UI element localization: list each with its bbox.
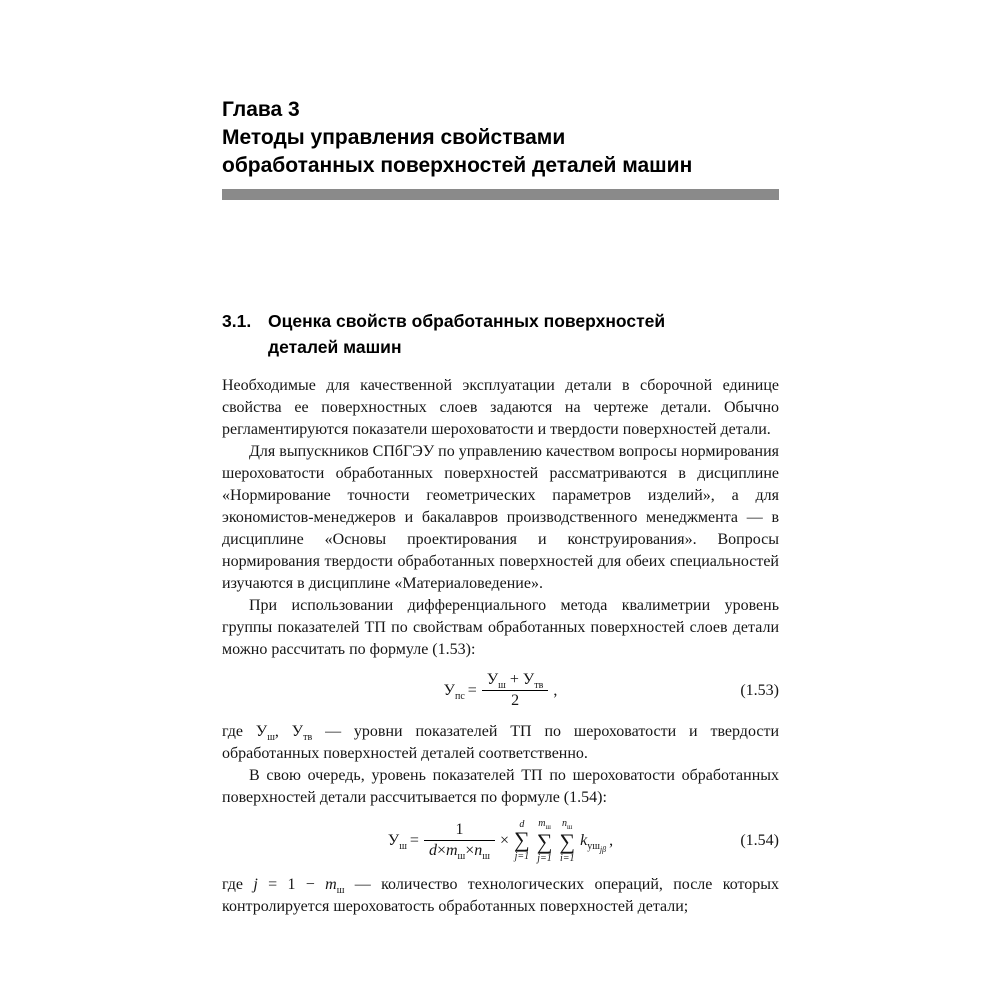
f153-fraction [482,670,548,711]
f154-sum-2: $m_ш$ ∑ j=1 [536,818,553,864]
f154-comma: , [609,831,614,849]
chapter-heading [222,96,779,180]
f153-comma: , [553,681,558,699]
f154-sum-3: $n_ш$ ∑ i=1 [559,818,576,864]
formula-1-54-body [388,818,613,864]
formula-154-legend: где $j = 1 - m_ш$ — количество технологических операций, после которых контролируется шероховатость обработанных поверхностей детали; [222,875,780,915]
chapter-title-line1: Методы управления свойствами [222,126,566,149]
section-title [268,308,665,360]
f154-fraction [424,820,495,861]
paragraph-3: При использовании дифференциального метода квалиметрии уровень группы показателей ТП по свойствам обработанных поверхностей слоев детали можно рассчитать по формуле (1.53): [222,597,779,658]
f153-number: (1.53) [740,681,779,699]
f153-lhs: $У_{пс}$ [443,681,465,702]
section-title-line2: деталей машин [268,337,402,357]
section-heading [222,308,779,360]
legend-lead: где [222,723,256,740]
paragraph-4: В свою очередь, уровень показателей ТП по шероховатости обработанных поверхностей детали рассчитывается по формуле (1.54): [222,767,779,806]
f154-lhs: $У_ш$ [387,831,407,852]
f154-numerator: 1 [455,821,464,839]
f154-sum-1: d ∑ j=1 [514,819,530,863]
f154-k-term: $k_{уш_{j\beta}}$ [580,831,607,854]
chapter-label: Глава 3 [222,98,300,121]
section-title-line1: Оценка свойств обработанных поверхностей [268,311,666,331]
var-u-tv: $У_{тв}$ [291,723,313,744]
formula-1-53-body [444,670,558,711]
var-j: j [253,875,258,893]
paragraph-2: Для выпускников СПбГЭУ по управлению качеством вопросы нормирования шероховатости обработанных поверхностей рассматриваются в дисциплине «Нормирование точности геометрических параметров изделий», а для экономистов-менеджеров и бакалавров производственного менеджмента — в дисциплине «Основы проектирования и конструирования». Вопросы нормирования твердости обработанных поверхностей для обеих специальностей изучаются в дисциплине «Материаловедение». [222,443,779,592]
f154-times: × [499,831,510,849]
formula-1-54 [222,818,779,864]
chapter-rule [222,189,779,200]
f154-denominator: $d\times m_ш\times n_ш$ [424,840,495,861]
f154-number: (1.54) [740,831,779,849]
formula-153-legend: где $У_ш$, $У_{тв}$ — уровни показателей ТП по шероховатости и твердости обработанных поверхностей деталей соответственно. [222,723,780,762]
paragraph-1: Необходимые для качественной эксплуатации детали в сборочной единице свойства ее поверхностных слоев задаются на чертеже детали. Обычно регламентируются показатели шероховатости и твердости поверхностей детали. [222,377,779,438]
f153-numerator: $У_ш + У_{тв}$ [486,671,544,692]
page-content [222,96,779,918]
chapter-title-line2: обработанных поверхностей деталей машин [222,154,693,177]
legend2-lead: где [222,875,254,893]
legend-rest: — уровни показателей ТП по шероховатости и твердости обработанных поверхностей деталей соответственно. [222,723,780,762]
f153-denominator: 2 [482,690,548,711]
section-number: 3.1. [222,311,252,331]
formula-1-53 [222,670,779,711]
var-m-sh: $m_ш$ [325,875,345,896]
var-u-sh: $У_ш$ [255,723,275,744]
legend2-rest: — количество технологических операций, после которых контролируется шероховатость обработанных поверхностей детали; [222,875,780,915]
f153-equals: = [467,681,477,699]
f154-equals: = [409,831,419,849]
